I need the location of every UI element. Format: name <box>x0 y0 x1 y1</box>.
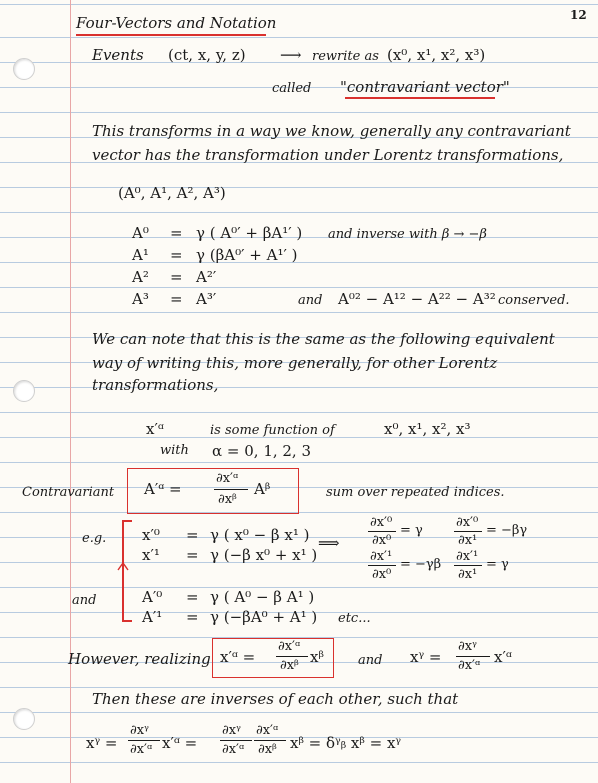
four-vector: (A⁰, A¹, A², A³) <box>118 184 226 202</box>
fraction-numerator: ∂x′ᵅ <box>216 471 239 486</box>
transform-eq: = <box>170 290 183 308</box>
rewrite-text: rewrite as <box>312 49 379 64</box>
transform-lhs: A² <box>132 268 149 286</box>
implies-arrow: ⟹ <box>318 534 340 552</box>
para2-line2: way of writing this, more generally, for other Lorentz <box>92 354 498 372</box>
para1-line2: vector has the transformation under Lorentz transformations, <box>92 146 564 164</box>
events-tuple: (ct, x, y, z) <box>168 46 246 64</box>
transform-rhs: A³′ <box>196 290 217 308</box>
fraction-denominator: ∂x′ᵅ <box>222 742 245 757</box>
name-underline <box>345 97 495 99</box>
coordinate-tuple: (x⁰, x¹, x², x³) <box>387 46 486 64</box>
transform-rhs: γ ( A⁰′ + βA¹′ ) <box>196 224 303 242</box>
contravariant-rhs: Aᵝ <box>254 480 271 498</box>
partial-den: ∂x¹ <box>458 533 478 548</box>
contravariant-label: Contravariant <box>22 485 115 500</box>
partial-den: ∂x⁰ <box>372 533 392 548</box>
and-lhs: A′⁰ <box>142 588 163 606</box>
called-label: called <box>272 81 312 96</box>
general-lhs: x′ᵅ <box>146 420 164 438</box>
para1-line1: This transforms in a way we know, generally any contravariant <box>92 122 571 140</box>
red-arrow <box>116 560 130 620</box>
and-eq: = <box>186 588 199 606</box>
eg-label: e.g. <box>82 531 107 546</box>
and-lhs: A′¹ <box>142 608 163 626</box>
inverse-rhs: x′ᵅ <box>494 648 512 666</box>
and-label: and <box>358 653 383 668</box>
and-eq: = <box>186 608 199 626</box>
example-lhs: x′⁰ <box>142 526 160 544</box>
partial-num: ∂x′¹ <box>456 549 479 564</box>
fraction-numerator: ∂xᵞ <box>458 639 477 654</box>
conserved-expression: A⁰² − A¹² − A²² − A³² <box>338 290 496 308</box>
transform-rhs: γ (βA⁰′ + A¹′ ) <box>196 246 298 264</box>
partial-den: ∂x⁰ <box>372 567 392 582</box>
etc-label: etc... <box>338 611 371 626</box>
page-title: Four-Vectors and Notation <box>76 14 277 32</box>
contravariant-lhs: A′ᵅ = <box>144 480 182 498</box>
with-label: with <box>160 443 189 458</box>
para2-line3: transformations, <box>92 376 219 394</box>
and-rhs: γ (−βA⁰ + A¹ ) <box>210 608 318 626</box>
however-lhs: x′ᵅ = <box>220 648 256 666</box>
partial-rhs: = −βγ <box>486 523 528 538</box>
and-rhs: γ ( A⁰ − β A¹ ) <box>210 588 315 606</box>
transform-rhs: A²′ <box>196 268 217 286</box>
partial-den: ∂x¹ <box>458 567 478 582</box>
partial-num: ∂x′¹ <box>370 549 393 564</box>
however-label: However, realizing <box>68 650 211 668</box>
sum-note: sum over repeated indices. <box>326 485 505 500</box>
rewrite-arrow: ⟶ <box>280 46 302 64</box>
binder-hole <box>13 380 35 402</box>
fraction-denominator: ∂x′ᵅ <box>458 658 481 673</box>
inverse-note: and inverse with β → −β <box>328 227 487 242</box>
fraction-bar <box>214 489 248 490</box>
example-lhs: x′¹ <box>142 546 160 564</box>
final-rhs: xᵝ = δᵞᵦ xᵝ = xᵞ <box>290 734 402 752</box>
fraction-numerator: ∂x′ᵅ <box>278 639 301 654</box>
general-text: is some function of <box>210 423 335 438</box>
events-label: Events <box>92 46 144 64</box>
fraction-numerator: ∂x′ᵅ <box>256 723 279 738</box>
partial-rhs: = −γβ <box>400 557 442 572</box>
para2-line1: We can note that this is the same as the following equivalent <box>92 330 555 348</box>
final-lhs: xᵞ = <box>86 734 118 752</box>
fraction-denominator: ∂xᵝ <box>258 742 277 757</box>
alpha-range: α = 0, 1, 2, 3 <box>212 442 312 460</box>
fraction-denominator: ∂xᵝ <box>280 658 299 673</box>
example-rhs: γ (−β x⁰ + x¹ ) <box>210 546 318 564</box>
and-label: and <box>72 593 97 608</box>
fraction-denominator: ∂x′ᵅ <box>130 742 153 757</box>
transform-lhs: A¹ <box>132 246 149 264</box>
transform-eq: = <box>170 246 183 264</box>
bracket-top <box>122 520 132 522</box>
inverse-lhs: xᵞ = <box>410 648 442 666</box>
page-number: 12 <box>570 8 587 22</box>
transform-lhs: A⁰ <box>132 224 149 242</box>
partial-num: ∂x′⁰ <box>456 515 479 530</box>
transform-eq: = <box>170 268 183 286</box>
example-eq: = <box>186 526 199 544</box>
transform-eq: = <box>170 224 183 242</box>
transform-lhs: A³ <box>132 290 149 308</box>
conserved-label: conserved. <box>498 293 570 308</box>
partial-num: ∂x′⁰ <box>370 515 393 530</box>
example-rhs: γ ( x⁰ − β x¹ ) <box>210 526 310 544</box>
fraction-numerator: ∂xᵞ <box>130 723 149 738</box>
fraction-numerator: ∂xᵞ <box>222 723 241 738</box>
partial-rhs: = γ <box>486 557 509 572</box>
fraction-denominator: ∂xᵝ <box>218 492 237 507</box>
final-mid: x′ᵅ = <box>162 734 198 752</box>
however-rhs: xᵝ <box>310 648 324 666</box>
binder-hole <box>13 58 35 80</box>
then-line: Then these are inverses of each other, such that <box>92 690 459 708</box>
bracket-bottom <box>122 620 132 622</box>
example-eq: = <box>186 546 199 564</box>
partial-rhs: = γ <box>400 523 423 538</box>
title-underline <box>76 34 266 36</box>
binder-hole <box>13 708 35 730</box>
and-label: and <box>298 293 323 308</box>
contravariant-vector-name: "contravariant vector" <box>340 78 510 96</box>
general-args: x⁰, x¹, x², x³ <box>384 420 471 438</box>
